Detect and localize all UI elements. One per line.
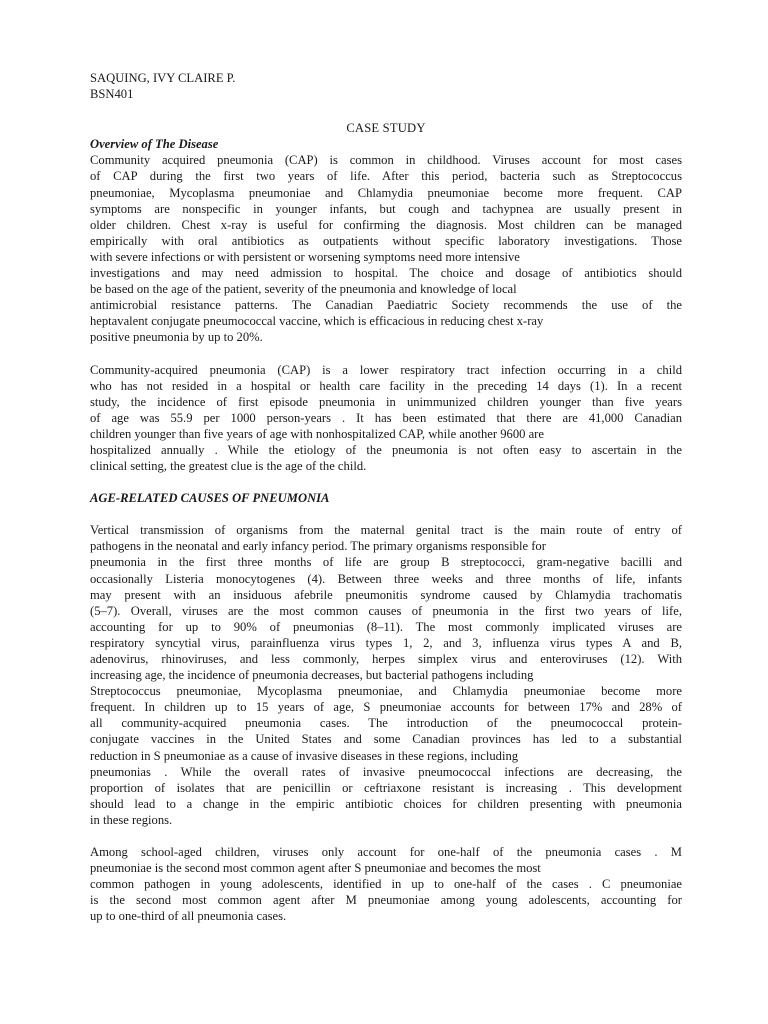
- text-line: frequent. In children up to 15 years of age, S pneumoniae accounts for between 17% and 28% of: [90, 700, 682, 715]
- text-line: who has not resided in a hospital or health care facility in the preceding 14 days (1). In a recent: [90, 378, 682, 393]
- text-line: with severe infections or with persistent or worsening symptoms need more intensive: [90, 249, 520, 264]
- text-line: symptoms are nonspecific in younger infants, but cough and tachypnea are usually present in: [90, 201, 682, 216]
- text-line: pneumoniae, Mycoplasma pneumoniae and Chlamydia pneumoniae become more frequent. CAP: [90, 185, 682, 200]
- text-line: be based on the age of the patient, severity of the pneumonia and knowledge of local: [90, 282, 517, 297]
- text-line: pneumonias . While the overall rates of invasive pneumococcal infections are decreasing, the: [90, 764, 682, 779]
- text-line: may present with an insiduous afebrile pneumonitis syndrome caused by Chlamydia trachomatis: [90, 587, 682, 602]
- text-line: positive pneumonia by up to 20%.: [90, 330, 263, 345]
- paragraph-spacer: [90, 346, 682, 362]
- text-line: older children. Chest x-ray is useful for confirming the diagnosis. Most children can be managed: [90, 217, 682, 232]
- text-line: study, the incidence of first episode pneumonia in unimmunized children younger than five years: [90, 394, 682, 409]
- text-line: conjugate vaccines in the United States and some Canadian provinces has led to a substantial: [90, 732, 682, 747]
- text-line: is the second most common agent after M pneumoniae among young adolescents, accounting for: [90, 893, 682, 908]
- text-line: of age was 55.9 per 1000 person-years . It has been estimated that there are 41,000 Canadian: [90, 410, 682, 425]
- paragraph-age-causes: [90, 522, 682, 828]
- section-heading: AGE-RELATED CAUSES OF PNEUMONIA: [90, 491, 330, 506]
- text-line: Among school-aged children, viruses only account for one-half of the pneumonia cases . M: [90, 845, 682, 860]
- text-line: up to one-third of all pneumonia cases.: [90, 909, 287, 924]
- text-line: of CAP during the first two years of life. After this period, bacteria such as Streptococcus: [90, 169, 682, 184]
- text-line: pathogens in the neonatal and early infancy period. The primary organisms responsible for: [90, 539, 546, 554]
- text-line: (5–7). Overall, viruses are the most common causes of pneumonia in the first two years of life,: [90, 603, 682, 618]
- text-line: increasing age, the incidence of pneumonia decreases, but bacterial pathogens including: [90, 668, 534, 683]
- text-line: all community-acquired pneumonia cases. The introduction of the pneumococcal protein-: [90, 716, 682, 731]
- text-line: reduction in S pneumoniae as a cause of invasive diseases in these regions, including: [90, 748, 519, 763]
- text-line: Community acquired pneumonia (CAP) is common in childhood. Viruses account for most cases: [90, 153, 682, 168]
- text-line: empirically with oral antibiotics as outpatients without specific laboratory investigations. Those: [90, 233, 682, 248]
- paragraph-definition: [90, 362, 682, 475]
- document-page: [90, 70, 682, 925]
- paragraph-school-aged: [90, 844, 682, 924]
- text-line: respiratory syncytial virus, parainfluenza virus types 1, 2, and 3, influenza virus types A and B,: [90, 635, 682, 650]
- text-line: Community-acquired pneumonia (CAP) is a lower respiratory tract infection occurring in a child: [90, 362, 682, 377]
- text-line: hospitalized annually . While the etiology of the pneumonia is not often easy to ascertain in the: [90, 442, 682, 457]
- text-line: antimicrobial resistance patterns. The Canadian Paediatric Society recommends the use of the: [90, 298, 682, 313]
- overview-heading: Overview of The Disease: [90, 137, 219, 152]
- text-line: Streptococcus pneumoniae, Mycoplasma pneumoniae, and Chlamydia pneumoniae become more: [90, 684, 682, 699]
- text-line: investigations and may need admission to hospital. The choice and dosage of antibiotics should: [90, 266, 682, 281]
- text-line: proportion of isolates that are penicillin or ceftriaxone resistant is increasing . This development: [90, 780, 682, 795]
- text-line: children younger than five years of age with nonhospitalized CAP, while another 9600 are: [90, 426, 544, 441]
- text-line: adenovirus, rhinoviruses, and less commonly, herpes simplex virus and enteroviruses (12). With: [90, 652, 682, 666]
- text-line: pneumoniae is the second most common agent after S pneumoniae and becomes the most: [90, 861, 541, 876]
- paragraph-overview: [90, 152, 682, 345]
- author-name: SAQUING, IVY CLAIRE P.: [90, 71, 236, 85]
- text-line: accounting for up to 90% of pneumonias (8–11). The most commonly implicated viruses are: [90, 619, 682, 634]
- text-line: should lead to a change in the empiric antibiotic choices for children presenting with pneumonia: [90, 796, 682, 811]
- text-line: Vertical transmission of organisms from the maternal genital tract is the main route of entry of: [90, 523, 682, 538]
- paragraph-spacer: [90, 828, 682, 844]
- text-line: clinical setting, the greatest clue is the age of the child.: [90, 459, 367, 474]
- text-line: pneumonia in the first three months of life are group B streptococci, gram-negative bacilli and: [90, 555, 682, 570]
- course-code: BSN401: [90, 87, 134, 102]
- text-line: heptavalent conjugate pneumococcal vaccine, which is efficacious in reducing chest x-ray: [90, 314, 544, 329]
- text-line: common pathogen in young adolescents, identified in up to one-half of the cases . C pneumoniae: [90, 877, 682, 892]
- document-title: CASE STUDY: [346, 121, 426, 136]
- text-line: in these regions.: [90, 812, 173, 827]
- text-line: occasionally Listeria monocytogenes (4). Between three weeks and three months of life, infants: [90, 571, 682, 586]
